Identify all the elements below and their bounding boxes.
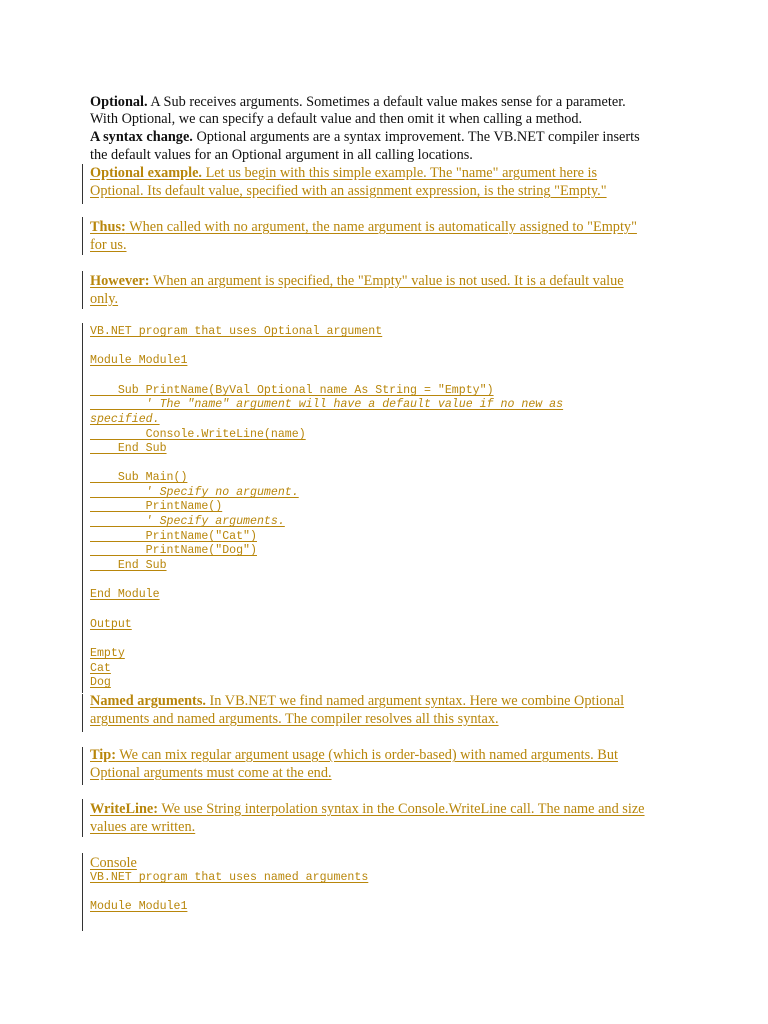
code-line: End Module (90, 588, 160, 601)
code-line: Sub PrintName(ByVal Optional name As String = "Empty") (90, 384, 494, 397)
syntax-change-text: Optional arguments are a syntax improvement. The VB.NET compiler inserts (192, 129, 640, 145)
code-title: VB.NET program that uses named arguments (90, 871, 369, 884)
code-line: PrintName("Cat") (90, 530, 257, 543)
output-label: Output (90, 618, 132, 631)
writeline-text: We use String interpolation syntax in the Console.WriteLine call. The name and size (158, 801, 645, 817)
change-bar (82, 217, 83, 255)
code-line: Module Module1 (90, 900, 188, 913)
console-label: Console (90, 855, 137, 871)
syntax-change-heading: A syntax change. (90, 129, 193, 145)
code-title: VB.NET program that uses Optional argument (90, 325, 383, 338)
code-line: Module Module1 (90, 354, 188, 367)
intro-paragraph (90, 94, 626, 112)
change-bar (82, 271, 83, 309)
change-bar (82, 747, 83, 785)
named-arguments-heading: Named arguments. (90, 693, 206, 709)
however-heading: However: (90, 273, 150, 289)
code-comment-text: ' The "name" argument will have a default value if no new as (90, 398, 564, 411)
tip-text: Optional arguments must come at the end. (90, 765, 332, 781)
intro-text: With Optional, we can specify a default value and then omit it when calling a method. (90, 111, 583, 127)
thus-heading: Thus: (90, 219, 126, 235)
optional-example-text: Optional. Its default value, specified with an assignment expression, is the string "Empty." (90, 183, 607, 199)
writeline-paragraph (90, 801, 645, 819)
code-comment (90, 486, 299, 501)
however-text: only. (90, 291, 119, 307)
tip-heading: Tip: (90, 747, 116, 763)
code-line: End Sub (90, 559, 167, 572)
output-line: Dog (90, 676, 111, 689)
thus-paragraph (90, 219, 637, 237)
optional-example-paragraph (90, 165, 597, 183)
output-line: Empty (90, 647, 125, 660)
change-bar (82, 323, 83, 693)
code-line: End Sub (90, 442, 167, 455)
code-comment (90, 398, 563, 413)
named-arguments-text: In VB.NET we find named argument syntax. Here we combine Optional (205, 693, 625, 709)
code-comment (90, 515, 285, 530)
optional-example-heading: Optional example. (90, 165, 202, 181)
code-comment-text: ' Specify arguments. (90, 515, 285, 528)
code-line: PrintName("Dog") (90, 544, 257, 557)
however-paragraph (90, 273, 624, 291)
change-bar (82, 164, 83, 204)
code-comment (90, 413, 160, 428)
writeline-heading: WriteLine: (90, 801, 159, 817)
optional-example-text: Let us begin with this simple example. The "name" argument here is (202, 165, 598, 181)
named-arguments-paragraph (90, 693, 624, 711)
code-line: Sub Main() (90, 471, 188, 484)
change-bar (82, 853, 83, 931)
change-bar (82, 694, 83, 732)
code-line: Console.WriteLine(name) (90, 428, 306, 441)
however-text: When an argument is specified, the "Empty" value is not used. It is a default value (149, 273, 624, 289)
thus-text: for us. (90, 237, 127, 253)
tip-text: We can mix regular argument usage (which is order-based) with named arguments. But (115, 747, 618, 763)
optional-heading: Optional. (90, 94, 148, 110)
intro-text: A Sub receives arguments. Sometimes a default value makes sense for a parameter. (147, 94, 626, 110)
named-arguments-text: arguments and named arguments. The compiler resolves all this syntax. (90, 711, 499, 727)
thus-text: When called with no argument, the name argument is automatically assigned to "Empty" (125, 219, 637, 235)
change-bar (82, 799, 83, 837)
tip-paragraph (90, 747, 618, 765)
code-comment-text: specified. (90, 413, 160, 426)
output-line: Cat (90, 662, 111, 675)
syntax-change-paragraph (90, 129, 640, 147)
writeline-text: values are written. (90, 819, 196, 835)
syntax-change-text: the default values for an Optional argument in all calling locations. (90, 147, 473, 163)
code-comment-text: ' Specify no argument. (90, 486, 299, 499)
code-line: PrintName() (90, 500, 223, 513)
